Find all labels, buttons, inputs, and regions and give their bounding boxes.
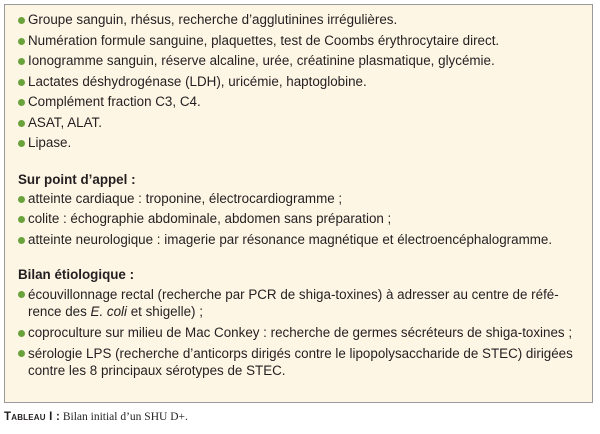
list-item-text: atteinte neurologique : imagerie par résonance magnétique et électroencéphalogramme. (28, 231, 553, 247)
bullet-icon (18, 99, 25, 106)
list-item (18, 191, 584, 207)
list-item-text: ASAT, ALAT. (28, 114, 102, 130)
list-item (18, 115, 584, 131)
bullet-icon (18, 196, 25, 203)
bullet-icon (18, 38, 25, 45)
list-item (18, 325, 584, 341)
bullet-icon (18, 17, 25, 24)
list-item (18, 211, 584, 227)
list-item (18, 286, 584, 320)
list-item (18, 135, 584, 151)
list-item-text: colite : échographie abdominale, abdomen sans préparation ; (28, 211, 392, 226)
list-item-text: Complément fraction C3, C4. (28, 94, 201, 109)
table-content (18, 12, 584, 384)
bullet-icon (18, 58, 25, 65)
table-box (4, 4, 593, 403)
bullet-icon (18, 291, 25, 298)
bullet-icon (18, 216, 25, 223)
list-item (18, 232, 584, 248)
bullet-icon (18, 330, 25, 337)
list-item-text: écouvillonnage rectal (recherche par PCR de shiga-toxines) à adresser au centre de réfé- (28, 287, 559, 302)
list-item (18, 33, 584, 49)
list-item-text: Groupe sanguin, rhésus, recherche d’agglutinines irrégulières. (28, 12, 398, 27)
text-segment: et shigelle) ; (127, 304, 203, 319)
list-item-text: Numération formule sanguine, plaquettes, test de Coombs érythrocytaire direct. (28, 32, 500, 48)
list-item-text: coproculture sur milieu de Mac Conkey : recherche de germes sécréteurs de shiga-toxines ; (28, 324, 573, 340)
table-caption (4, 411, 188, 423)
section-heading-appel: Sur point d’appel : (18, 171, 136, 187)
organism-name: E. coli (90, 304, 127, 319)
bullet-icon (18, 140, 25, 147)
list-item-text: Ionogramme sanguin, réserve alcaline, urée, créatinine plasmatique, glycémie. (28, 53, 495, 68)
caption-label: Tableau I : (4, 411, 60, 423)
section-heading-etiologique: Bilan étiologique : (18, 267, 135, 282)
list-item-text: Lipase. (28, 135, 72, 150)
list-item-text-continued (28, 303, 584, 320)
list-item (18, 74, 584, 90)
bullet-icon (18, 237, 25, 244)
bullet-icon (18, 350, 25, 357)
list-item (18, 12, 584, 28)
list-item-text: atteinte cardiaque : troponine, électrocardiogramme ; (28, 190, 343, 206)
caption-text: Bilan initial d’un SHU D+. (59, 411, 188, 423)
list-item-text: Lactates déshydrogénase (LDH), uricémie, haptoglobine. (28, 73, 367, 89)
list-item (18, 53, 584, 69)
bullet-icon (18, 120, 25, 127)
bullet-icon (18, 79, 25, 86)
list-item-text-continued: contre les 8 principaux sérotypes de STEC. (28, 363, 286, 378)
list-item (18, 94, 584, 110)
text-segment: rence des (28, 304, 91, 319)
list-item-text: sérologie LPS (recherche d’anticorps dirigés contre le lipopolysaccharide de STEC) dirigées (28, 346, 573, 361)
list-item (18, 345, 584, 379)
